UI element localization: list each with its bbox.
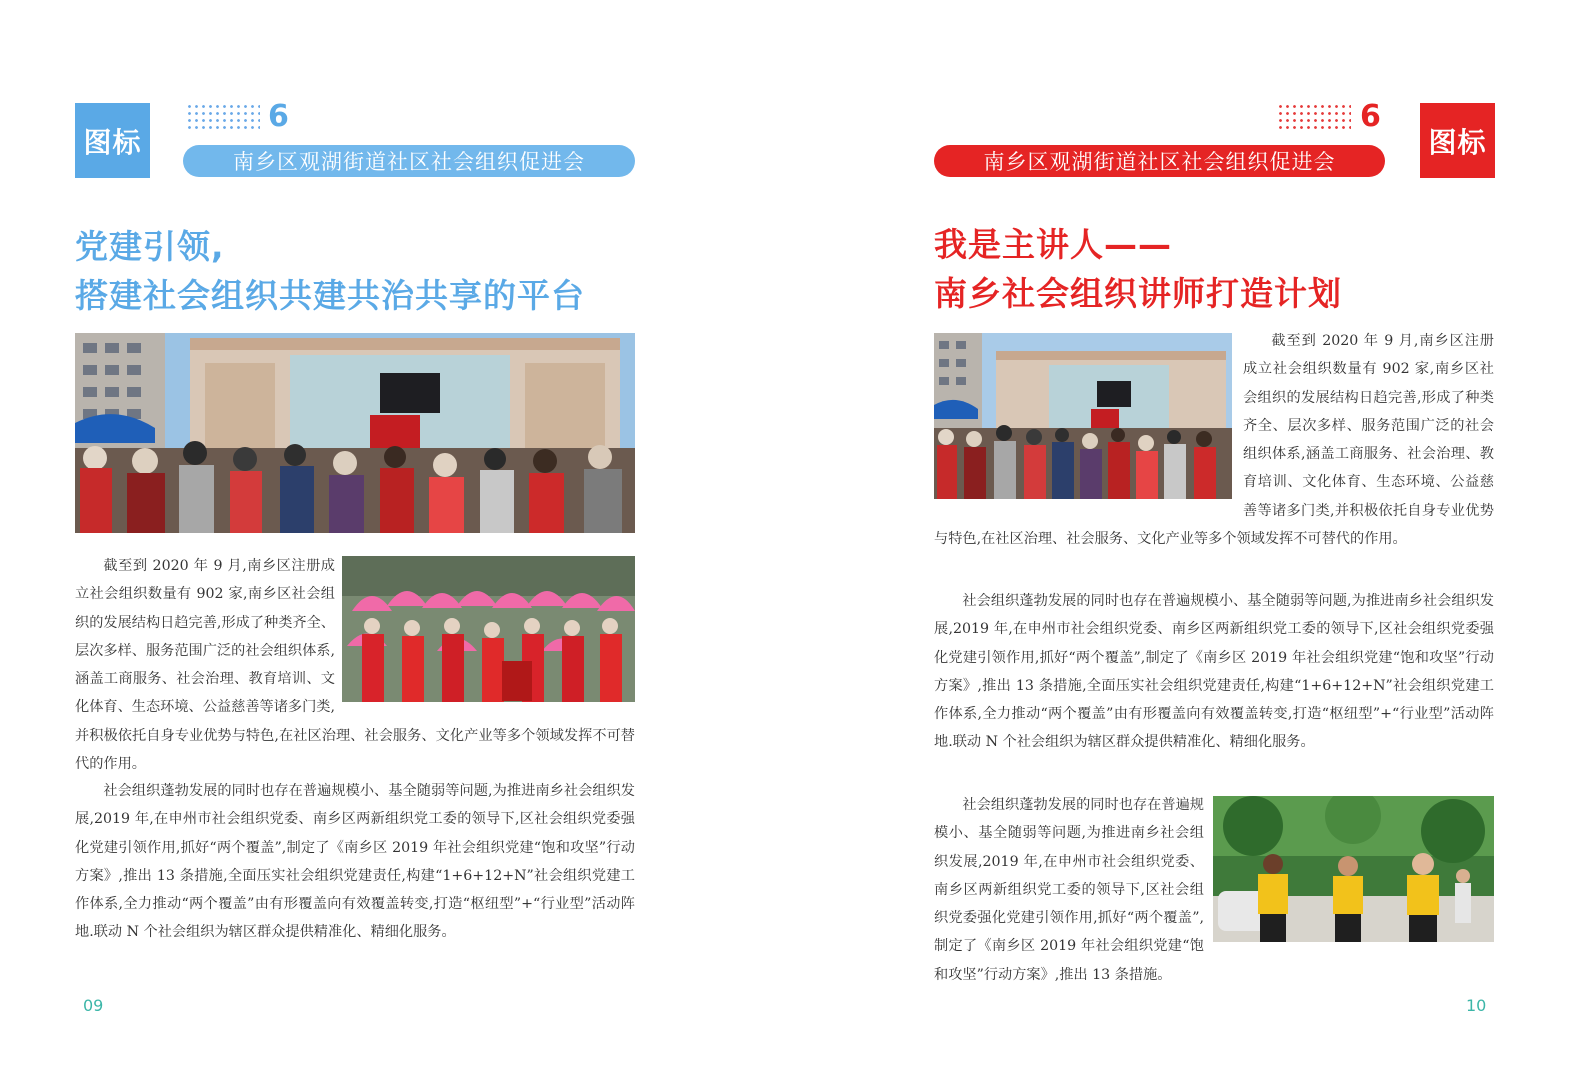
section-number: 6	[268, 99, 289, 134]
section-badge: 图标	[1420, 103, 1495, 178]
title-line-1: 我是主讲人——	[934, 225, 1172, 264]
article-paragraph-2: 社会组织蓬勃发展的同时也存在普遍规模小、基全随弱等问题,为推进南乡社会组织发展,2019 年,在申州市社会组织党委、南乡区两新组织党工委的领导下,区社会组织党委强化党建引领作用,抓好“两个覆盖”,制定了《南乡区 2019 年社会组织党建“饱和攻坚”行动方案》,推出 13 条措施,全面压实社会组织党建责任,构建“1+6+12+N”社会组织党建工作体系,全力推动“两个覆盖”由有形覆盖向有效覆盖转变,打造“枢纽型”+“行业型”活动阵地.联动 N 个社会组织为辖区群众提供精准化、精细化服务。	[75, 783, 635, 941]
section-badge: 图标	[75, 103, 150, 178]
photo-community-event	[75, 333, 635, 533]
dot-pattern-decoration	[1277, 103, 1351, 131]
article-paragraph-1: 截至到 2020 年 9 月,南乡区注册成立社会组织数量有 902 家,南乡区社会组织的发展结构日趋完善,形成了种类齐全、层次多样、服务范围广泛的社会组织体系,涵盖工商服务、社会治理、教育培训、文化体育、生态环境、公益慈善等诸多门类,并积极依托自身专业优势与特色,在社区治理、社会服务、文化产业等多个领域发挥不可替代的作用。	[934, 327, 1494, 553]
dot-pattern-decoration	[186, 103, 260, 131]
image-wrap-spacer	[1204, 791, 1494, 936]
page-title	[75, 222, 585, 320]
organization-pill: 南乡区观湖街道社区社会组织促进会	[934, 145, 1385, 177]
page-number: 10	[1466, 996, 1487, 1015]
article-paragraph-2: 社会组织蓬勃发展的同时也存在普遍规模小、基全随弱等问题,为推进南乡社会组织发展,2019 年,在申州市社会组织党委、南乡区两新组织党工委的领导下,区社会组织党委强化党建引领作用,抓好“两个覆盖”,制定了《南乡区 2019 年社会组织党建“饱和攻坚”行动方案》,推出 13 条措施,全面压实社会组织党建责任,构建“1+6+12+N”社会组织党建工作体系,全力推动“两个覆盖”由有形覆盖向有效覆盖转变,打造“枢纽型”+“行业型”活动阵地.联动 N 个社会组织为辖区群众提供精准化、精细化服务。	[934, 593, 1494, 751]
image-wrap-spacer	[335, 552, 635, 703]
page-title	[934, 220, 1342, 318]
section-number: 6	[1360, 99, 1381, 134]
page-number: 09	[83, 996, 104, 1015]
photo-community-event-illustration	[75, 333, 635, 533]
title-line-2: 南乡社会组织讲师打造计划	[934, 274, 1342, 313]
title-line-2: 搭建社会组织共建共治共享的平台	[75, 276, 585, 315]
right-page	[794, 0, 1588, 1077]
organization-pill: 南乡区观湖街道社区社会组织促进会	[183, 145, 635, 177]
title-line-1: 党建引领,	[75, 227, 225, 266]
article-paragraph-1: 截至到 2020 年 9 月,南乡区注册成立社会组织数量有 902 家,南乡区社会组织的发展结构日趋完善,形成了种类齐全、层次多样、服务范围广泛的社会组织体系,涵盖工商服务、社会治理、教育培训、文化体育、生态环境、公益慈善等诸多门类,并积极依托自身专业优势与特色,在社区治理、社会服务、文化产业等多个领域发挥不可替代的作用。	[75, 552, 635, 778]
article-paragraph-3: 社会组织蓬勃发展的同时也存在普遍规模小、基全随弱等问题,为推进南乡社会组织发展,2019 年,在申州市社会组织党委、南乡区两新组织党工委的领导下,区社会组织党委强化党建引领作用,抓好“两个覆盖”,制定了《南乡区 2019 年社会组织党建“饱和攻坚”行动方案》,推出 13 条措施。	[934, 791, 1494, 989]
image-wrap-spacer	[934, 327, 1243, 498]
